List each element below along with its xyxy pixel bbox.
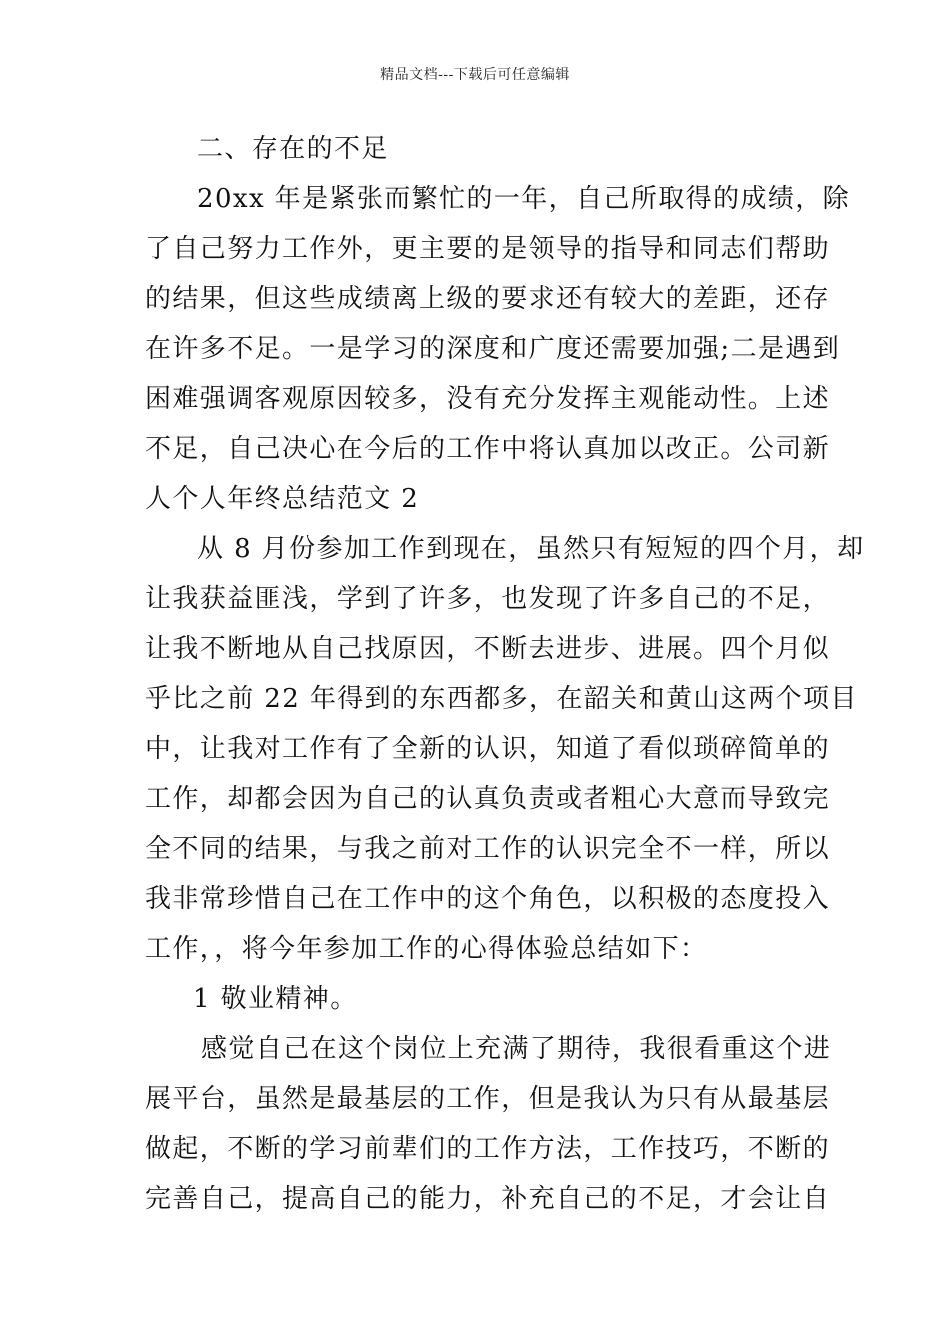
paragraph-line: 我非常珍惜自己在工作中的这个角色，以积极的态度投入 <box>145 884 831 914</box>
paragraph-line: 工作，却都会因为自己的认真负责或者粗心大意而导致完 <box>145 784 831 814</box>
paragraph-line: 感觉自己在这个岗位上充满了期待，我很看重这个进 <box>201 1034 832 1064</box>
paragraph-line: 困难强调客观原因较多，没有充分发挥主观能动性。上述 <box>145 384 831 414</box>
paragraph-line: 在许多不足。一是学习的深度和广度还需要加强;二是遇到 <box>145 334 841 364</box>
paragraph-line: 做起，不断的学习前辈们的工作方法，工作技巧，不断的 <box>145 1134 831 1164</box>
paragraph-line: 让我不断地从自己找原因，不断去进步、进展。四个月似 <box>145 634 831 664</box>
paragraph-line: 展平台，虽然是最基层的工作，但是我认为只有从最基层 <box>145 1084 831 1114</box>
paragraph-line: 让我获益匪浅，学到了许多，也发现了许多自己的不足， <box>145 584 831 614</box>
paragraph-line: 全不同的结果，与我之前对工作的认识完全不一样，所以 <box>145 834 831 864</box>
paragraph-line: 的结果，但这些成绩离上级的要求还有较大的差距，还存 <box>145 284 831 314</box>
paragraph-line: 了自己努力工作外，更主要的是领导的指导和同志们帮助 <box>145 234 831 264</box>
paragraph-line: 乎比之前 22 年得到的东西都多，在韶关和黄山这两个项目 <box>145 684 858 714</box>
paragraph-line: 不足，自己决心在今后的工作中将认真加以改正。公司新 <box>145 434 831 464</box>
paragraph-line: 工作，，将今年参加工作的心得体验总结如下： <box>145 934 708 964</box>
document-body <box>145 124 865 1224</box>
paragraph-line: 从 8 月份参加工作到现在，虽然只有短短的四个月，却 <box>197 534 865 564</box>
subsection-heading: 1 敬业精神。 <box>193 984 358 1014</box>
section-heading: 二、存在的不足 <box>197 134 389 164</box>
paragraph-line: 完善自己，提高自己的能力，补充自己的不足，才会让自 <box>145 1184 831 1214</box>
paragraph-line: 人个人年终总结范文 2 <box>145 484 420 514</box>
paragraph-line: 20xx 年是紧张而繁忙的一年，自己所取得的成绩，除 <box>197 184 851 214</box>
paragraph-line: 中，让我对工作有了全新的认识，知道了看似琐碎简单的 <box>145 734 831 764</box>
page-header: 精品文档---下载后可任意编辑 <box>380 67 570 83</box>
